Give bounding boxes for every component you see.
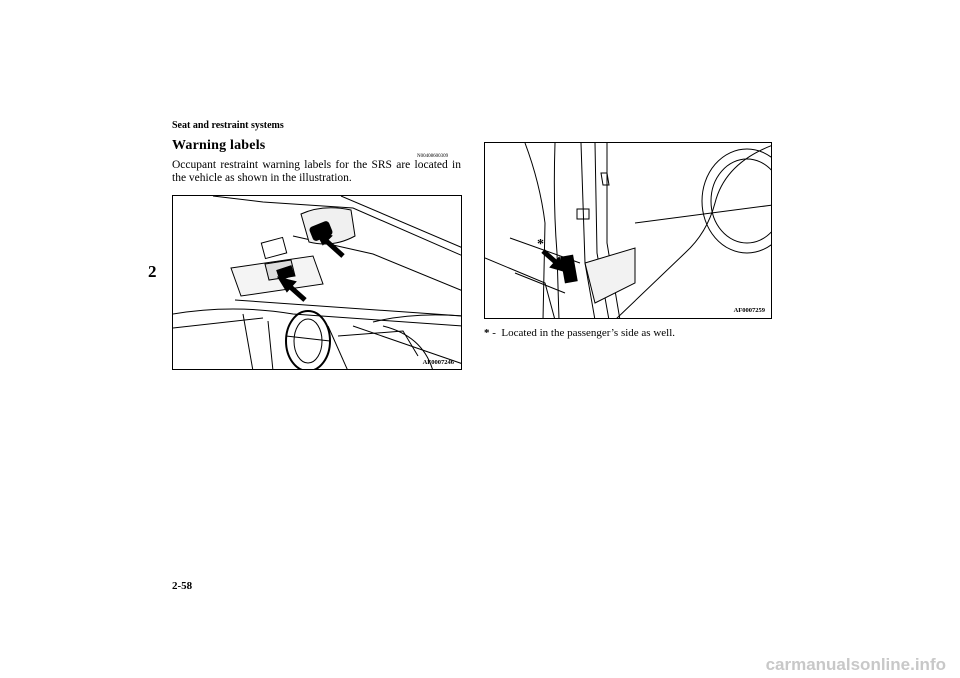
overhead-console-illustration <box>173 196 462 370</box>
door-pillar-illustration <box>485 143 772 319</box>
footnote-separator: - <box>492 327 496 339</box>
body-paragraph: Occupant restraint warning labels for the SRS are located in the vehicle as shown in the illustration. <box>172 159 461 184</box>
chapter-tab: 2 <box>148 262 157 281</box>
figure-overhead-labels <box>172 195 462 370</box>
page-title: Warning labels <box>172 138 266 153</box>
figure-code: AF0007259 <box>733 307 765 314</box>
footnote-marker: * <box>484 327 490 339</box>
watermark: carmanualsonline.info <box>765 655 946 674</box>
asterisk-marker: * <box>537 237 544 252</box>
page-number: 2-58 <box>172 580 193 592</box>
reference-code: N00408600309 <box>417 154 449 159</box>
footnote-text: Located in the passenger’s side as well. <box>501 327 676 339</box>
figure-code: AF0007246 <box>422 359 454 366</box>
figure-door-pillar-label <box>484 142 772 319</box>
footnote <box>484 327 675 339</box>
section-header: Seat and restraint systems <box>172 120 284 131</box>
